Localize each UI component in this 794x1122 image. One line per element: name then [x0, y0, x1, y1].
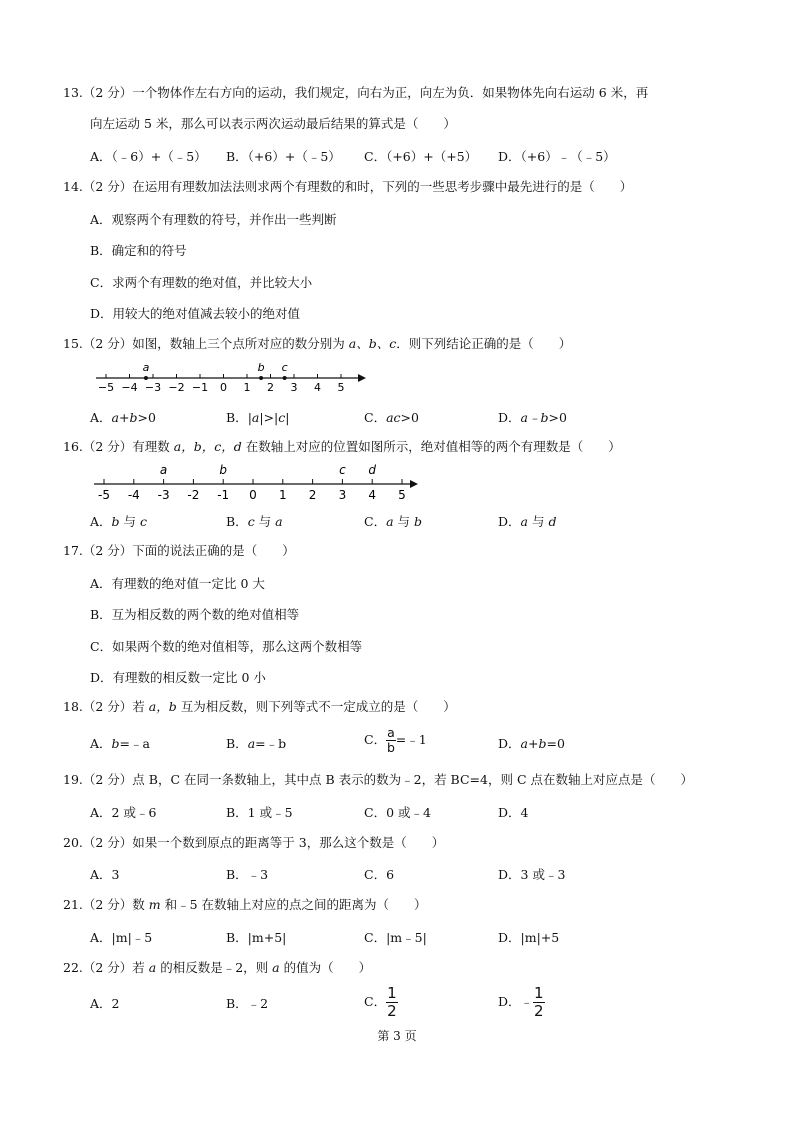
q15-text-post: ．则下列结论正确的是（ ） — [396, 336, 572, 351]
q20-option-b[interactable]: B．﹣3 — [226, 867, 269, 882]
q16-tick-label: -4 — [127, 488, 140, 502]
q22-fraction-d: $\frac{1}{2}$ — [534, 984, 544, 1020]
q15-tick-label: 4 — [314, 381, 321, 394]
q15-text-pre: 15.（2 分）如图，数轴上三个点所对应的数分别为 — [63, 336, 349, 351]
q16-point-label-c: c — [339, 463, 346, 477]
q19-option-a[interactable]: A．2 或﹣6 — [90, 805, 157, 820]
q21-option-b[interactable]: B．|m+5| — [226, 930, 287, 945]
q15-tick-label: 2 — [267, 381, 274, 394]
q20-option-d[interactable]: D．3 或﹣3 — [498, 867, 566, 882]
q15-tick-label: 0 — [220, 381, 227, 394]
q15-arrow-head — [358, 374, 366, 382]
q16-point-label-d: d — [368, 463, 377, 477]
q20-option-a[interactable]: A．3 — [90, 867, 120, 882]
question-13 — [63, 84, 734, 102]
q15-point-b — [259, 376, 263, 380]
q16-tick-label: 4 — [368, 488, 377, 502]
question-19: 19.（2 分）点 B，C 在同一条数轴上，其中点 B 表示的数为﹣2，若 BC=4，则 C 点在数轴上对应点是（ ） — [63, 772, 693, 787]
q22-fraction-c: $\frac{1}{2}$ — [387, 984, 397, 1020]
q13-option-d[interactable]: D．（+6）﹣（﹣5） — [498, 149, 616, 164]
q16-tick-label: -1 — [217, 488, 230, 502]
q16-option-c[interactable]: C．a 与 b — [364, 514, 422, 529]
q19-option-c[interactable]: C．0 或﹣4 — [364, 805, 431, 820]
question-13-text: 13.（2 分）一个物体作左右方向的运动，我们规定，向右为正，向左为负．如果物体先向右运动 6 米，再 — [63, 85, 649, 100]
q15-option-d[interactable]: D．a﹣b>0 — [498, 410, 567, 425]
q13-option-c[interactable]: C．（+6）+（+5） — [364, 149, 478, 164]
q14-option-b[interactable]: B．确定和的符号 — [90, 243, 187, 258]
q19-option-b[interactable]: B．1 或﹣5 — [226, 805, 293, 820]
question-14: 14.（2 分）在运用有理数加法法则求两个有理数的和时，下列的一些思考步骤中最先进行的是（ ） — [63, 179, 633, 194]
q15-tick-label: 1 — [243, 381, 251, 394]
q13-option-b[interactable]: B．（+6）+（﹣5） — [226, 149, 341, 164]
q16-point-label-b: b — [219, 463, 228, 477]
q15-option-b[interactable]: B．|a|>|c| — [226, 410, 290, 425]
q16-tick-label: 5 — [398, 488, 406, 502]
q16-option-d[interactable]: D．a 与 d — [498, 514, 557, 529]
q15-option-c[interactable]: C．ac>0 — [364, 410, 419, 425]
page-footer: 第 3 页 — [377, 1029, 417, 1043]
q22-option-a[interactable]: A．2 — [90, 996, 120, 1011]
question-22: 22.（2 分）若 a 的相反数是﹣2，则 a 的值为（ ） — [63, 960, 372, 975]
q16-point-label-a: a — [159, 463, 168, 477]
question-15 — [63, 335, 734, 353]
q16-text-post: 在数轴上对应的位置如图所示，绝对值相等的两个有理数是（ ） — [241, 439, 621, 454]
question-21: 21.（2 分）数 m 和﹣5 在数轴上对应的点之间的距离为（ ） — [63, 897, 427, 912]
q15-point-label: c — [281, 361, 288, 374]
q16-option-a[interactable]: A．b 与 c — [90, 514, 148, 529]
q17-option-b[interactable]: B．互为相反数的两个数的绝对值相等 — [90, 607, 300, 622]
q18-option-a[interactable]: A．b=﹣a — [90, 736, 150, 751]
q22-option-c[interactable]: C． $\frac{1}{2}$ — [364, 984, 397, 1020]
q14-option-c[interactable]: C．求两个有理数的绝对值，并比较大小 — [90, 275, 313, 290]
q16-text-pre: 16.（2 分）有理数 — [63, 439, 174, 454]
q18-option-c[interactable]: C． $\frac{a}{b}$ =﹣1 — [364, 725, 427, 755]
q15-point-label: a — [142, 361, 150, 374]
q16-tick-label: 0 — [249, 488, 257, 502]
q15-tick-label: −1 — [191, 381, 209, 394]
q19-option-d[interactable]: D．4 — [498, 805, 529, 820]
q17-option-a[interactable]: A．有理数的绝对值一定比 0 大 — [90, 576, 265, 591]
q15-tick-label: −3 — [144, 381, 162, 394]
q15-tick-label: −2 — [168, 381, 185, 394]
q14-option-d[interactable]: D．用较大的绝对值减去较小的绝对值 — [90, 306, 301, 321]
q21-option-c[interactable]: C．|m﹣5| — [364, 930, 427, 945]
q18-fraction: $\frac{a}{b}$ — [386, 725, 395, 755]
question-18: 18.（2 分）若 a，b 互为相反数，则下列等式不一定成立的是（ ） — [63, 699, 456, 714]
q14-option-a[interactable]: A．观察两个有理数的符号，并作出一些判断 — [90, 212, 337, 227]
question-17: 17.（2 分）下面的说法正确的是（ ） — [63, 543, 295, 558]
q17-option-d[interactable]: D．有理数的相反数一定比 0 小 — [90, 670, 266, 685]
q16-option-b[interactable]: B．c 与 a — [226, 514, 283, 529]
q15-point-label: b — [257, 361, 265, 374]
q13-option-a[interactable]: A．（﹣6）+（﹣5） — [90, 149, 207, 164]
q17-option-c[interactable]: C．如果两个数的绝对值相等，那么这两个数相等 — [90, 639, 363, 654]
q20-option-c[interactable]: C．6 — [364, 867, 395, 882]
question-13-continuation: 向左运动 5 米，那么可以表示两次运动最后结果的算式是（ ） — [90, 116, 456, 131]
q18-option-b[interactable]: B．a=﹣b — [226, 736, 287, 751]
q15-number-line — [88, 358, 378, 394]
q16-tick-label: 2 — [308, 488, 317, 502]
question-20: 20.（2 分）如果一个数到原点的距离等于 3，那么这个数是（ ） — [63, 835, 445, 850]
q22-option-b[interactable]: B．﹣2 — [226, 996, 269, 1011]
q15-vars: a、b、c — [348, 336, 397, 351]
q16-number-line — [88, 458, 428, 504]
q15-point-a — [144, 376, 148, 380]
q16-tick-label: -2 — [187, 488, 200, 502]
q15-tick-label: −4 — [121, 381, 138, 394]
q16-tick-label: -3 — [157, 488, 170, 502]
q16-vars: a，b，c，d — [173, 439, 242, 454]
q15-tick-label: 5 — [337, 381, 345, 394]
q16-tick-label: 1 — [278, 488, 287, 502]
q15-tick-label: 3 — [290, 381, 298, 394]
q15-tick-label: −5 — [97, 381, 115, 394]
q16-tick-label: -5 — [98, 488, 110, 502]
q22-option-d[interactable]: D．﹣ $\frac{1}{2}$ — [498, 984, 544, 1020]
question-16 — [63, 438, 734, 456]
q18-option-d[interactable]: D．a+b=0 — [498, 736, 565, 751]
q16-tick-label: 3 — [338, 488, 347, 502]
q15-option-a[interactable]: A．a+b>0 — [90, 410, 156, 425]
q21-option-d[interactable]: D．|m|+5 — [498, 930, 560, 945]
q21-option-a[interactable]: A．|m|﹣5 — [90, 930, 153, 945]
q15-point-c — [283, 376, 287, 380]
q16-arrow-head — [410, 480, 418, 488]
